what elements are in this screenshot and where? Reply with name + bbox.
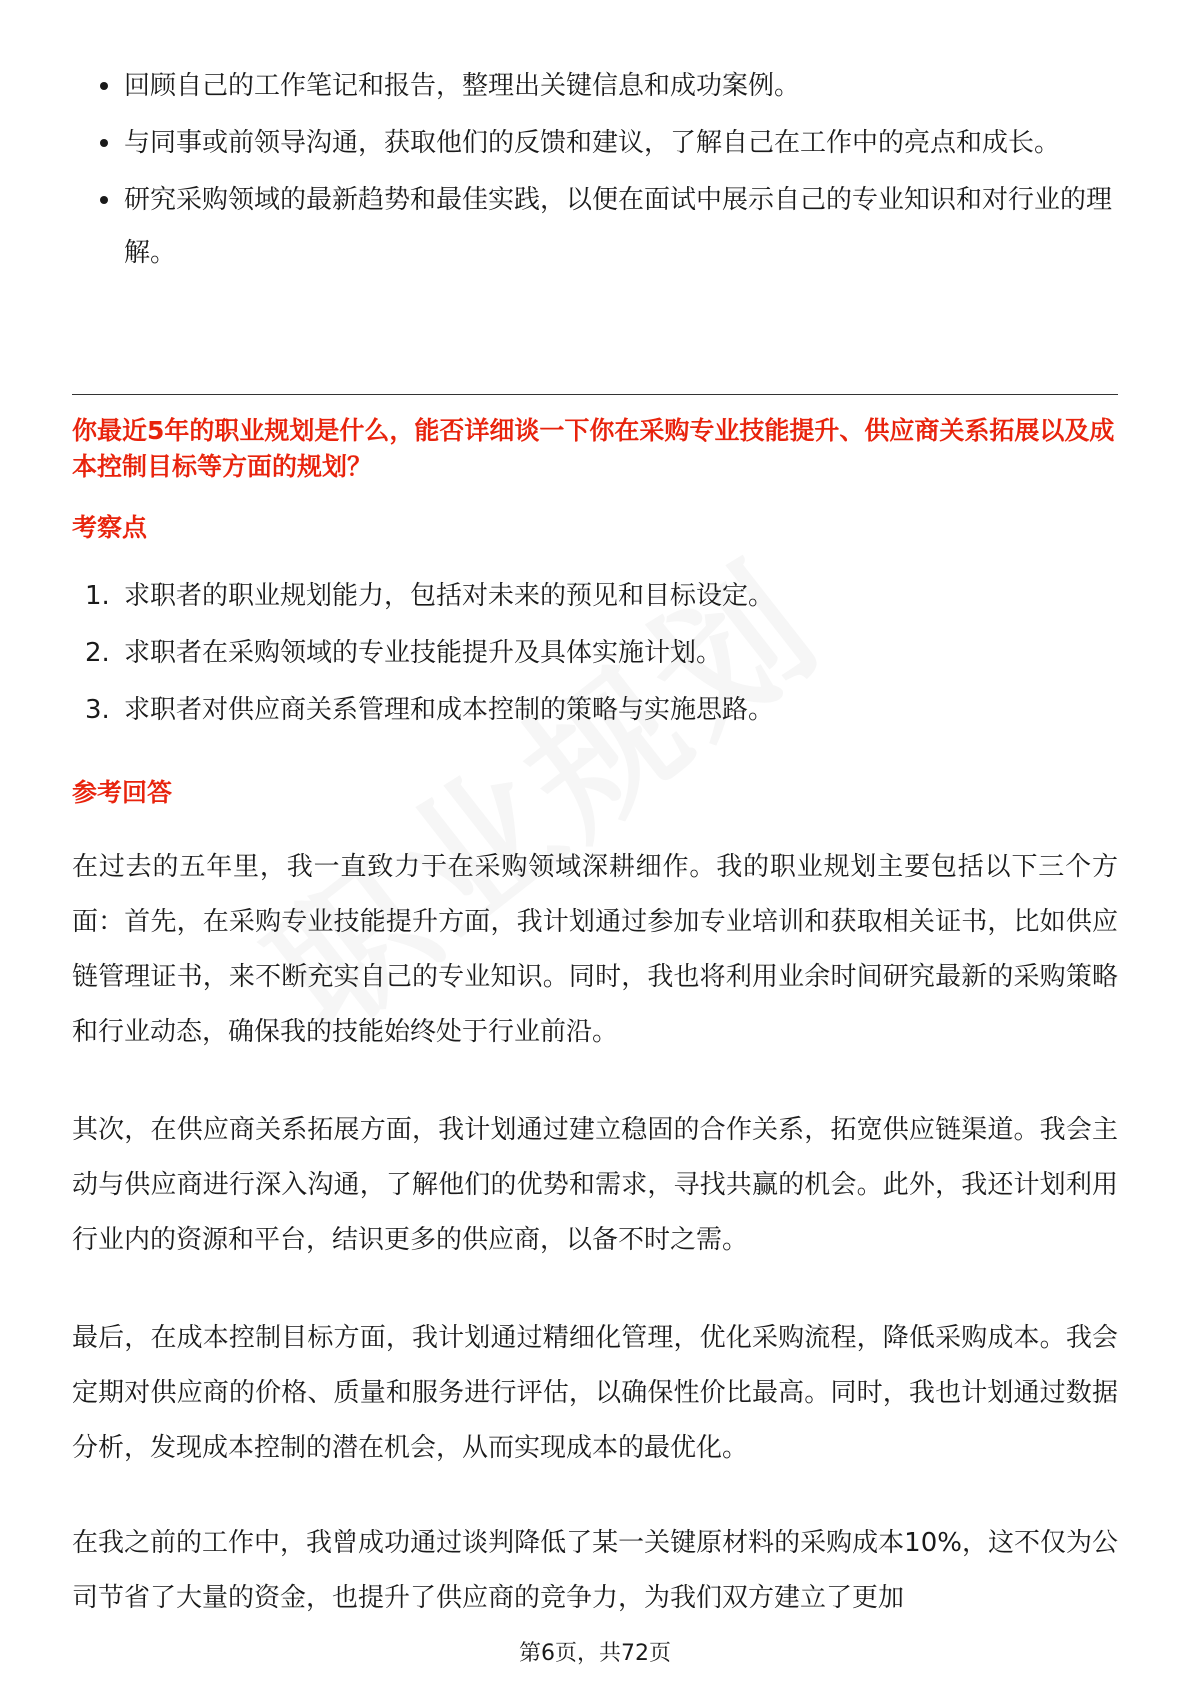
answer-paragraph: 在过去的五年里，我一直致力于在采购领域深耕细作。我的职业规划主要包括以下三个方面：首先，在采购专业技能提升方面，我计划通过参加专业培训和获取相关证书，比如供应链管理证书，来不断充实自己的专业知识。同时，我也将利用业余时间研究最新的采购策略和行业动态，确保我的技能始终处于行业前沿。 — [72, 852, 1118, 1047]
bullet-dot-icon — [100, 82, 108, 90]
section-heading-kaocha: 考察点 — [72, 513, 148, 542]
answer-paragraph: 在我之前的工作中，我曾成功通过谈判降低了某一关键原材料的采购成本10%，这不仅为公司节省了大量的资金，也提升了供应商的竞争力，为我们双方建立了更加 — [72, 1528, 1118, 1613]
bullet-list — [72, 60, 1118, 284]
answer-paragraph: 其次，在供应商关系拓展方面，我计划通过建立稳固的合作关系，拓宽供应链渠道。我会主动与供应商进行深入沟通，了解他们的优势和需求，寻找共赢的机会。此外，我还计划利用行业内的资源和平台，结识更多的供应商，以备不时之需。 — [72, 1115, 1118, 1255]
answer-paragraph: 最后，在成本控制目标方面，我计划通过精细化管理，优化采购流程，降低采购成本。我会定期对供应商的价格、质量和服务进行评估，以确保性价比最高。同时，我也计划通过数据分析，发现成本控制的潜在机会，从而实现成本的最优化。 — [72, 1323, 1118, 1463]
section-divider — [72, 394, 1118, 395]
bullet-dot-icon — [100, 139, 108, 147]
list-item: 3. 求职者对供应商关系管理和成本控制的策略与实施思路。 — [85, 695, 775, 725]
list-item: 2. 求职者在采购领域的专业技能提升及具体实施计划。 — [85, 638, 723, 668]
question-title: 你最近5年的职业规划是什么，能否详细谈一下你在采购专业技能提升、供应商关系拓展以及成本控制目标等方面的规划？ — [72, 416, 1115, 481]
list-item: 1. 求职者的职业规划能力，包括对未来的预见和目标设定。 — [85, 581, 775, 611]
list-item: 研究采购领域的最新趋势和最佳实践，以便在面试中展示自己的专业知识和对行业的理解。 — [72, 174, 1118, 280]
bullet-dot-icon — [100, 196, 108, 204]
page-number-footer: 第6页，共72页 — [519, 1641, 671, 1666]
list-item: 与同事或前领导沟通，获取他们的反馈和建议，了解自己在工作中的亮点和成长。 — [72, 117, 1118, 170]
section-heading-answer: 参考回答 — [72, 778, 173, 807]
list-item: 回顾自己的工作笔记和报告，整理出关键信息和成功案例。 — [72, 60, 1118, 113]
numbered-list — [72, 578, 1118, 749]
